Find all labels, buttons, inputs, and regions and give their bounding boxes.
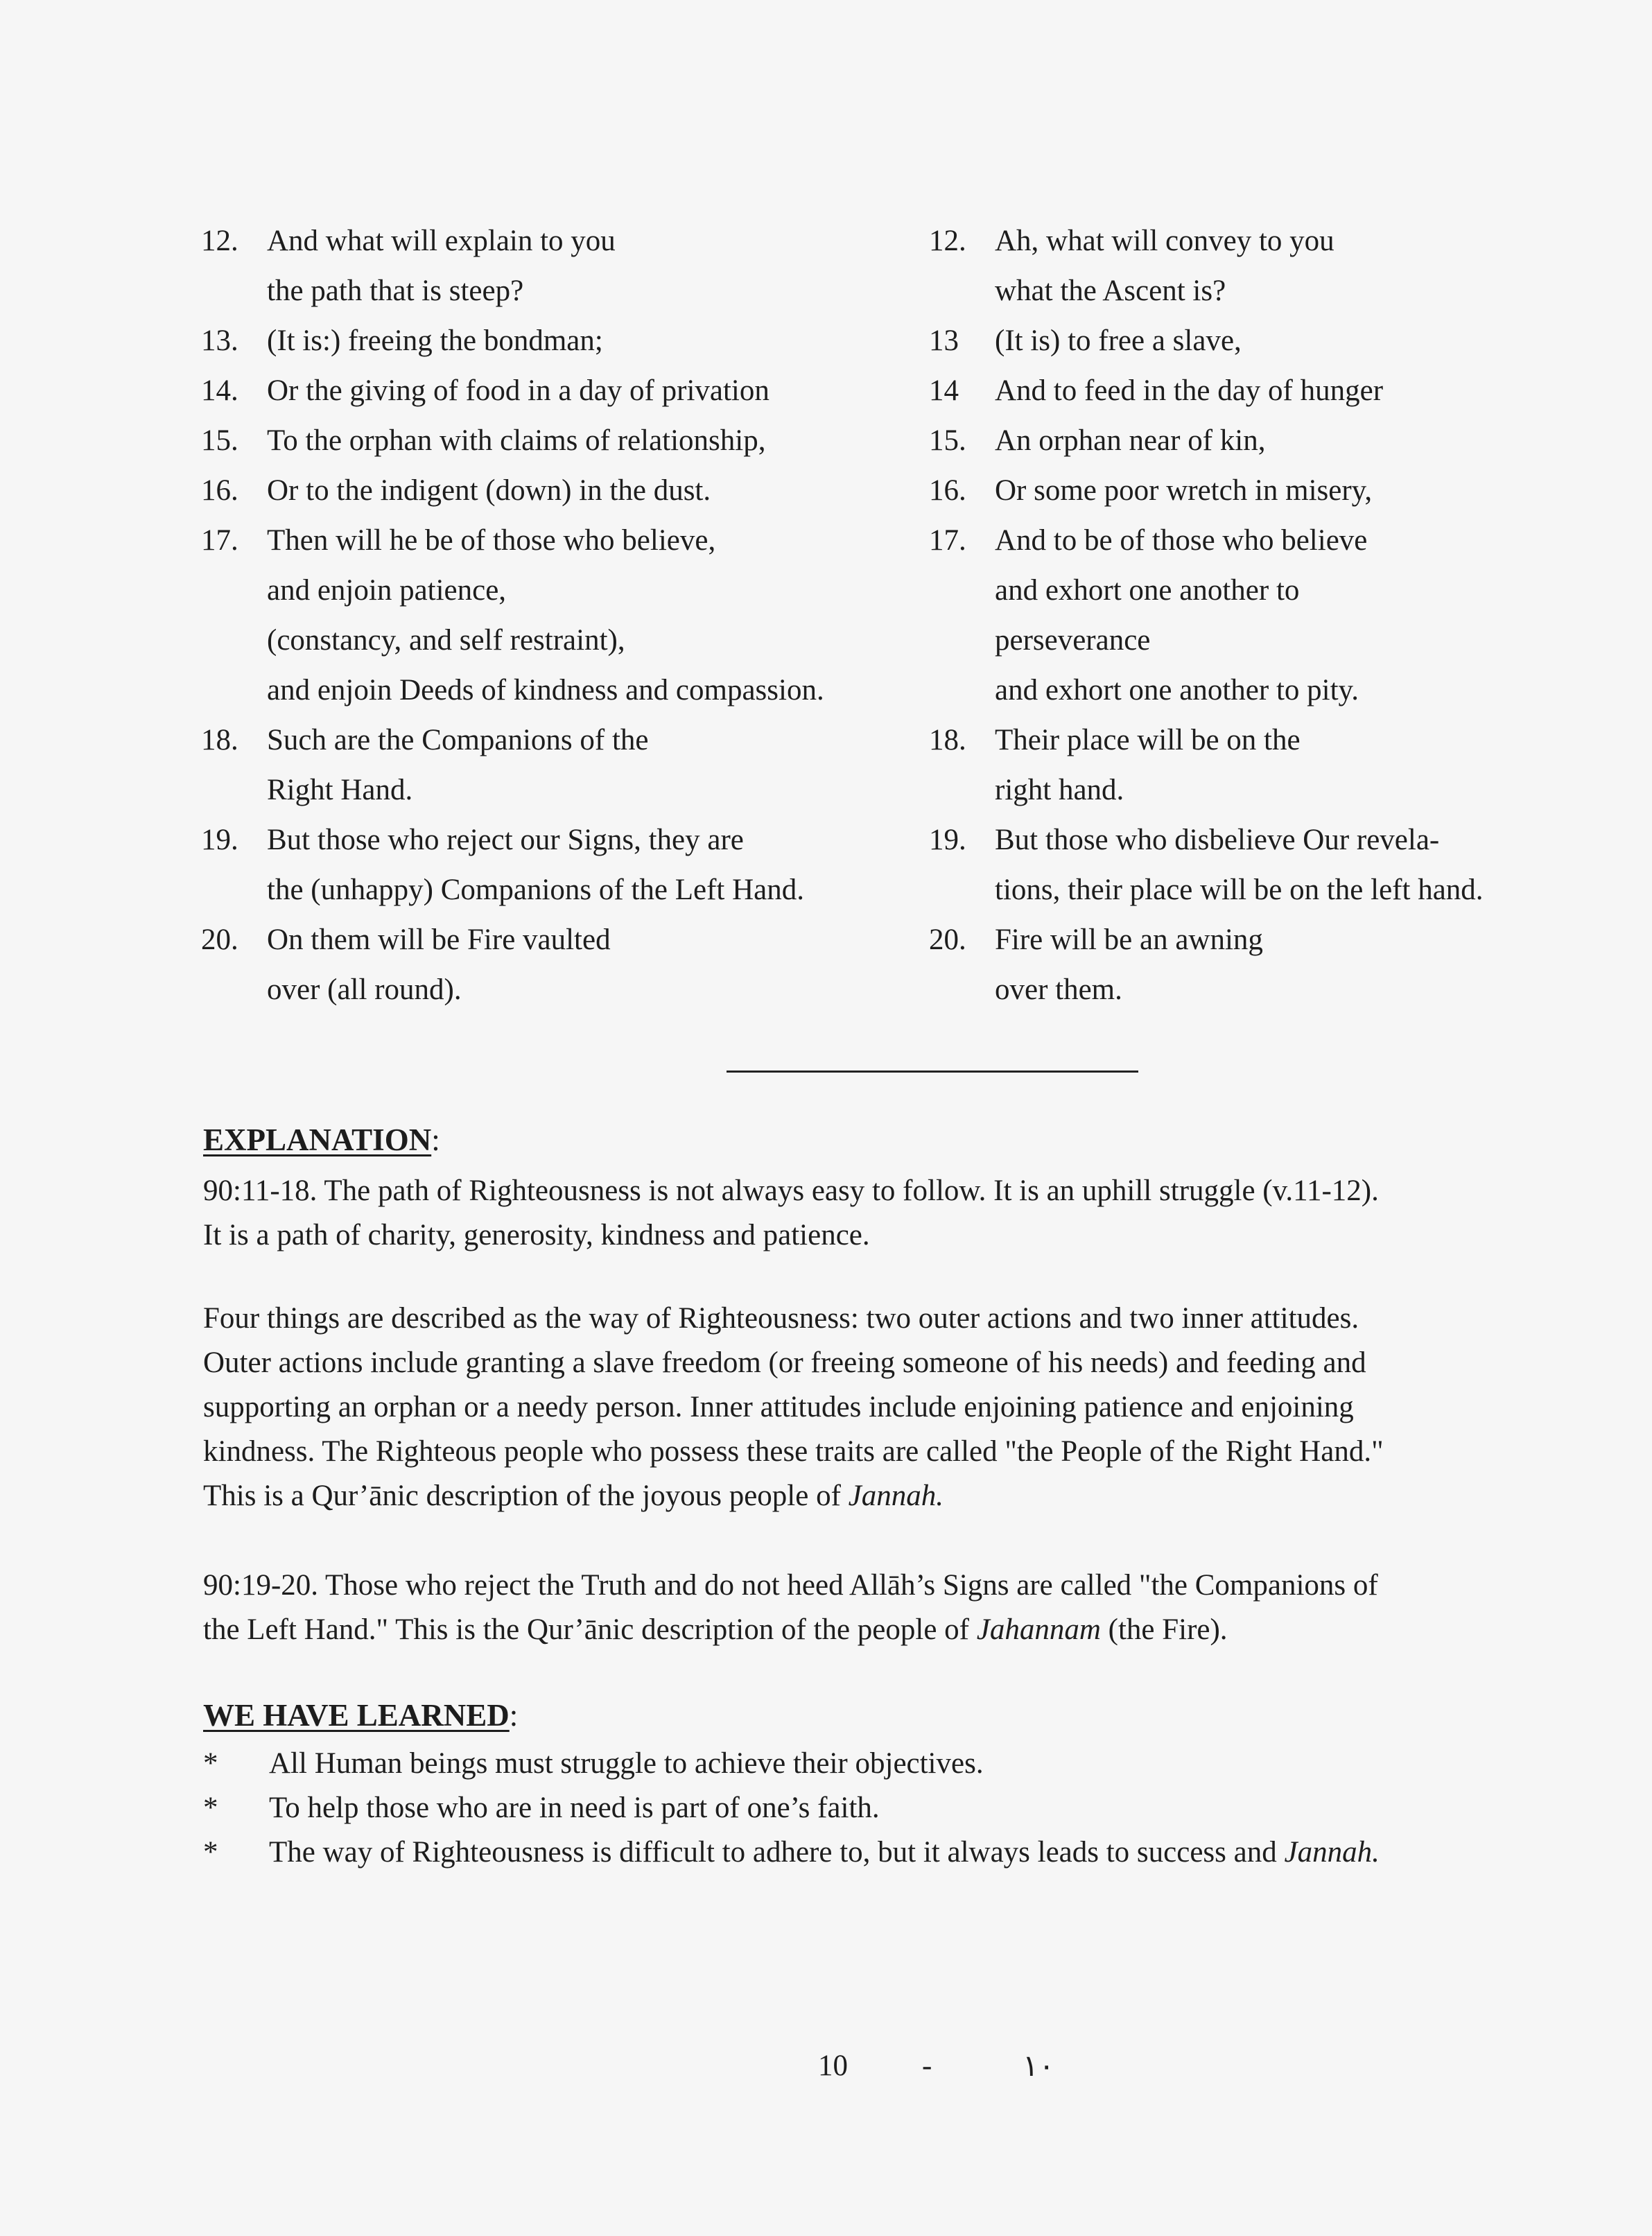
verse-number: 12. [201, 225, 238, 257]
verse-text [267, 716, 936, 815]
verse-line: Such are the Companions of the [267, 724, 649, 756]
verse-number: 13 [929, 324, 959, 357]
verse-line: But those who reject our Signs, they are [267, 824, 744, 856]
verse-item [201, 216, 936, 316]
text-line: Four things are described as the way of Righteousness: two outer actions and two inner attitudes. [203, 1302, 1359, 1335]
text-line [203, 1474, 1631, 1518]
verse-number: 18. [201, 724, 238, 756]
verse-text [995, 466, 1608, 516]
verse-text [995, 716, 1608, 815]
verse-line: Ah, what will convey to you [995, 225, 1334, 257]
list-item-text: The way of Righteousness is difficult to adhere to, but it always leads to success and [269, 1836, 1285, 1869]
list-item-text: To help those who are in need is part of one’s faith. [269, 1792, 880, 1824]
verse-line: And to be of those who believe [995, 524, 1368, 557]
verse-line: perseverance [995, 624, 1151, 657]
verse-number: 13. [201, 324, 238, 357]
text-line: It is a path of charity, generosity, kindness and patience. [203, 1219, 870, 1251]
verse-text [267, 416, 936, 466]
bullet-star: * [203, 1747, 218, 1780]
verse-item [929, 516, 1608, 716]
verse-number: 18. [929, 724, 966, 756]
italic-term-jannah: Jannah. [1284, 1836, 1380, 1869]
text-segment: This is a Qur’ānic description of the joyous people of [203, 1480, 849, 1512]
italic-term-jannah: Jannah. [848, 1480, 944, 1512]
verse-number: 16. [201, 474, 238, 507]
we-have-learned-heading [203, 1697, 518, 1733]
verse-line: right hand. [995, 774, 1124, 806]
verse-item [201, 716, 936, 815]
verse-line: over (all round). [267, 973, 462, 1006]
page-number-dash: - [922, 2049, 932, 2082]
translation-right-column [929, 216, 1608, 1015]
verse-item [201, 366, 936, 416]
italic-term-jahannam: Jahannam [976, 1613, 1101, 1646]
text-line: kindness. The Righteous people who possess these traits are called "the People of the Right Hand." [203, 1435, 1384, 1468]
verse-text [267, 366, 936, 416]
verse-text [267, 316, 936, 366]
verse-number: 15. [929, 424, 966, 457]
verse-number: 12. [929, 225, 966, 257]
verse-number: 14. [201, 374, 238, 407]
verse-line: And what will explain to you [267, 225, 616, 257]
verse-line: and exhort one another to pity. [995, 674, 1359, 707]
verse-text [995, 815, 1608, 915]
verse-text [995, 516, 1608, 716]
verse-text [995, 915, 1608, 1015]
verse-item [201, 466, 936, 516]
verse-item [929, 466, 1608, 516]
we-have-learned-heading-colon: : [509, 1698, 519, 1733]
verse-number: 16. [929, 474, 966, 507]
explanation-heading-text: EXPLANATION [203, 1123, 432, 1157]
verse-item [929, 366, 1608, 416]
verse-number: 19. [929, 824, 966, 856]
verse-line: And to feed in the day of hunger [995, 374, 1384, 407]
verse-line: But those who disbelieve Our revela- [995, 824, 1440, 856]
verse-text [995, 366, 1608, 416]
verse-line: (constancy, and self restraint), [267, 624, 625, 657]
explanation-paragraph-1 [203, 1169, 1631, 1258]
text-line: Outer actions include granting a slave freedom (or freeing someone of his needs) and feeding and [203, 1346, 1366, 1379]
verse-text [267, 516, 936, 716]
verse-text [267, 216, 936, 316]
bullet-star: * [203, 1836, 218, 1869]
text-line: 90:11-18. The path of Righteousness is not always easy to follow. It is an uphill struggle (v.11-12). [203, 1175, 1379, 1207]
explanation-paragraph-2 [203, 1297, 1631, 1518]
verse-line: On them will be Fire vaulted [267, 924, 611, 956]
verse-line: Then will he be of those who believe, [267, 524, 716, 557]
verse-line: tions, their place will be on the left hand. [995, 874, 1484, 906]
verse-item [929, 416, 1608, 466]
verse-line: Or some poor wretch in misery, [995, 474, 1373, 507]
verse-line: over them. [995, 973, 1122, 1006]
list-item [203, 1786, 1380, 1830]
list-item [203, 1830, 1380, 1875]
verse-line: the path that is steep? [267, 275, 524, 307]
verse-line: (It is) to free a slave, [995, 324, 1242, 357]
arabic-page-number: ١٠ [1023, 2050, 1055, 2083]
verse-number: 20. [201, 924, 238, 956]
verse-line: and enjoin Deeds of kindness and compassion. [267, 674, 824, 707]
verse-text [995, 316, 1608, 366]
explanation-paragraph-3 [203, 1563, 1631, 1652]
text-line: supporting an orphan or a needy person. Inner attitudes include enjoining patience and enjoining [203, 1391, 1354, 1423]
verse-item [201, 815, 936, 915]
verse-text [267, 915, 936, 1015]
verse-item [201, 516, 936, 716]
explanation-heading-colon: : [431, 1123, 440, 1157]
verse-number: 15. [201, 424, 238, 457]
verse-line: An orphan near of kin, [995, 424, 1266, 457]
verse-text [995, 216, 1608, 316]
verse-line: and exhort one another to [995, 574, 1300, 607]
verse-item [929, 716, 1608, 815]
bullet-star: * [203, 1792, 218, 1824]
verse-line: Their place will be on the [995, 724, 1301, 756]
verse-line: Or the giving of food in a day of privation [267, 374, 770, 407]
verse-number: 17. [201, 524, 238, 557]
verse-item [929, 815, 1608, 915]
verse-text [267, 815, 936, 915]
text-segment: (the Fire). [1100, 1613, 1228, 1646]
verse-item [929, 915, 1608, 1015]
verse-item [201, 416, 936, 466]
section-divider [727, 1071, 1138, 1073]
page-number: 10 [818, 2049, 848, 2082]
verse-line: what the Ascent is? [995, 275, 1226, 307]
verse-item [929, 316, 1608, 366]
verse-line: Right Hand. [267, 774, 413, 806]
verse-text [267, 466, 936, 516]
verse-number: 20. [929, 924, 966, 956]
verse-line: Or to the indigent (down) in the dust. [267, 474, 711, 507]
verse-item [201, 915, 936, 1015]
explanation-heading [203, 1122, 440, 1158]
learned-bullet-list [203, 1742, 1380, 1875]
we-have-learned-heading-text: WE HAVE LEARNED [203, 1698, 510, 1733]
verse-number: 17. [929, 524, 966, 557]
verse-number: 19. [201, 824, 238, 856]
text-line [203, 1608, 1631, 1652]
list-item-text: All Human beings must struggle to achieve their objectives. [269, 1747, 984, 1780]
verse-line: the (unhappy) Companions of the Left Hand. [267, 874, 805, 906]
verse-number: 14 [929, 374, 959, 407]
list-item [203, 1742, 1380, 1786]
verse-item [201, 316, 936, 366]
verse-line: To the orphan with claims of relationship, [267, 424, 766, 457]
text-line: 90:19-20. Those who reject the Truth and do not heed Allāh’s Signs are called "the Companions of [203, 1569, 1378, 1602]
verse-text [995, 416, 1608, 466]
translation-left-column [201, 216, 936, 1015]
verse-line: Fire will be an awning [995, 924, 1263, 956]
text-segment: the Left Hand." This is the Qur’ānic description of the people of [203, 1613, 977, 1646]
verse-item [929, 216, 1608, 316]
verse-line: (It is:) freeing the bondman; [267, 324, 603, 357]
verse-line: and enjoin patience, [267, 574, 507, 607]
